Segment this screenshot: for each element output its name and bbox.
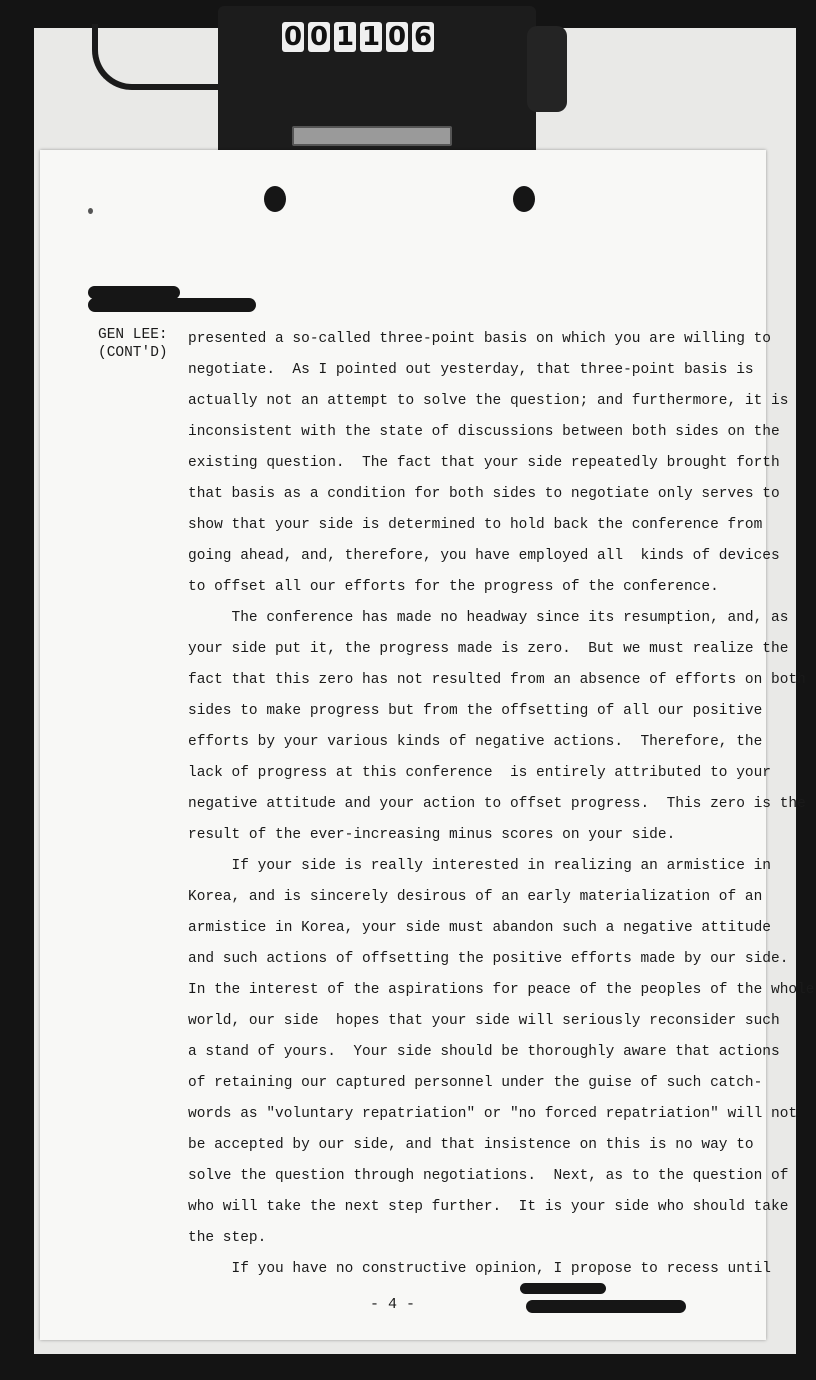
counter-cable — [92, 24, 238, 90]
speaker-name: GEN LEE: — [98, 327, 168, 343]
body-line: lack of progress at this conference is entirely attributed to your — [188, 765, 771, 781]
speaker-label — [98, 326, 168, 362]
punch-hole-right — [513, 186, 535, 212]
body-line: of retaining our captured personnel under the guise of such catch- — [188, 1075, 763, 1091]
counter-nameplate — [292, 126, 452, 146]
body-line: negotiate. As I pointed out yesterday, that three-point basis is — [188, 362, 754, 378]
body-line: actually not an attempt to solve the question; and furthermore, it is — [188, 393, 789, 409]
body-line: result of the ever-increasing minus scores on your side. — [188, 827, 676, 843]
body-line: fact that this zero has not resulted from an absence of efforts on both — [188, 672, 806, 688]
body-line: inconsistent with the state of discussions between both sides on the — [188, 424, 780, 440]
body-line: presented a so-called three-point basis on which you are willing to — [188, 331, 771, 347]
body-line: a stand of yours. Your side should be thoroughly aware that actions — [188, 1044, 780, 1060]
body-text — [188, 324, 815, 1285]
body-line: the step. — [188, 1230, 267, 1246]
body-line: to offset all our efforts for the progress of the conference. — [188, 579, 719, 595]
body-line: sides to make progress but from the offsetting of all our positive — [188, 703, 763, 719]
body-line: who will take the next step further. It is your side who should take — [188, 1199, 789, 1215]
body-line: Korea, and is sincerely desirous of an early materialization of an — [188, 889, 763, 905]
body-line: In the interest of the aspirations for peace of the peoples of the whole — [188, 982, 815, 998]
body-line: words as "voluntary repatriation" or "no forced repatriation" will not — [188, 1106, 798, 1122]
body-line: If you have no constructive opinion, I propose to recess until — [188, 1261, 771, 1277]
body-line: and such actions of offsetting the positive efforts made by our side. — [188, 951, 789, 967]
body-line: going ahead, and, therefore, you have employed all kinds of devices — [188, 548, 780, 564]
counter-digit: 1 — [335, 22, 355, 52]
body-line: your side put it, the progress made is zero. But we must realize the — [188, 641, 789, 657]
punch-hole-left — [264, 186, 286, 212]
body-line: efforts by your various kinds of negative actions. Therefore, the — [188, 734, 763, 750]
frame-counter-display — [282, 22, 434, 52]
counter-digit: 0 — [387, 22, 407, 52]
header-redaction-bar-bottom — [88, 298, 256, 312]
counter-digit: 0 — [283, 22, 303, 52]
body-line: world, our side hopes that your side will seriously reconsider such — [188, 1013, 780, 1029]
document-page — [40, 150, 815, 1340]
counter-digit: 6 — [413, 22, 433, 52]
footer-redaction-bar-bottom — [526, 1300, 686, 1313]
speaker-continued: (CONT'D) — [98, 345, 168, 361]
counter-digit: 0 — [309, 22, 329, 52]
body-line: negative attitude and your action to offset progress. This zero is the — [188, 796, 806, 812]
body-line: show that your side is determined to hold back the conference from — [188, 517, 763, 533]
body-line: that basis as a condition for both sides to negotiate only serves to — [188, 486, 780, 502]
body-line: existing question. The fact that your side repeatedly brought forth — [188, 455, 780, 471]
body-line: The conference has made no headway since its resumption, and, as — [188, 610, 789, 626]
footer-redaction-bar-top — [520, 1283, 606, 1294]
page-number: - 4 - — [370, 1296, 416, 1313]
counter-digit: 1 — [361, 22, 381, 52]
body-line: solve the question through negotiations. Next, as to the question of — [188, 1168, 789, 1184]
body-line: If your side is really interested in realizing an armistice in — [188, 858, 771, 874]
body-line: armistice in Korea, your side must abandon such a negative attitude — [188, 920, 771, 936]
body-line: be accepted by our side, and that insistence on this is no way to — [188, 1137, 754, 1153]
paper-speck — [88, 208, 93, 214]
counter-knob — [527, 26, 567, 112]
